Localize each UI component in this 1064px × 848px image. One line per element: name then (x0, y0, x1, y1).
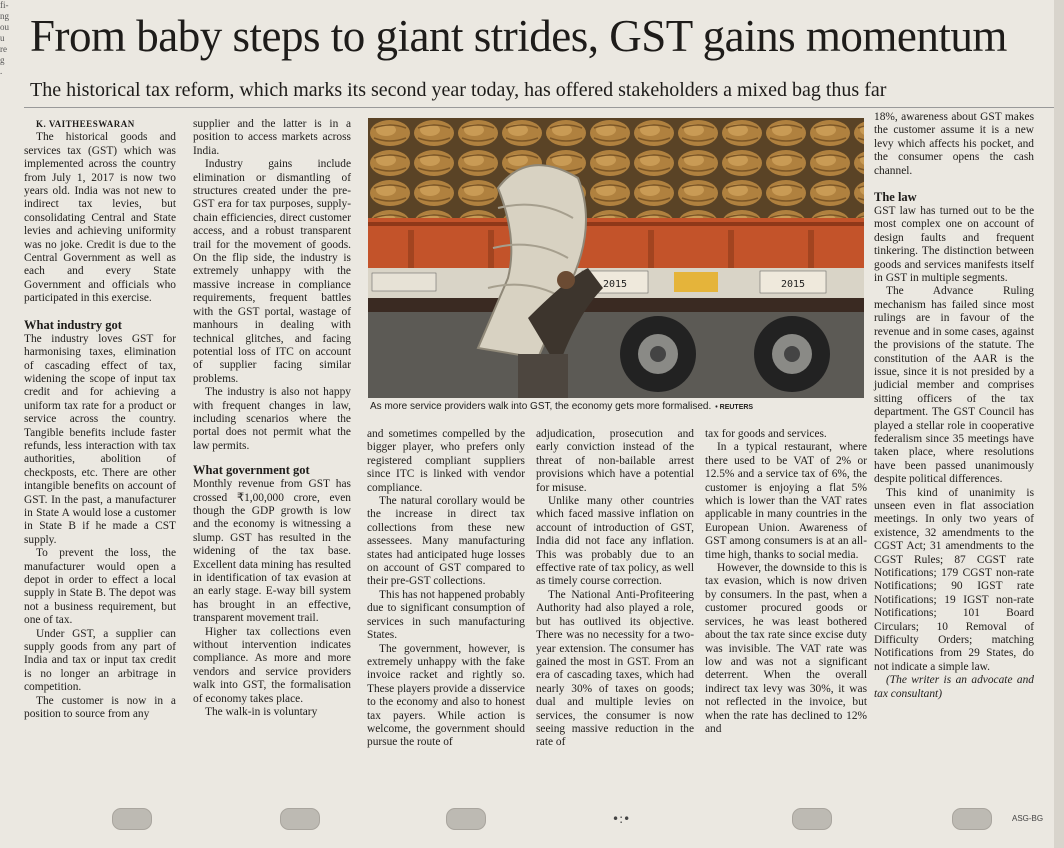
paragraph: The National Anti-Profiteering Authority had also played a role, but has outlived its objective. There was no necessity for a two-year extension. The consumer has gained the most in GST. From an era of cascading taxes, which had nearly 30% of taxes on goods; dual and multiple levies on services, the consumer is now seeing massive reduction in the rate of (536, 588, 694, 749)
paragraph: Unlike many other countries which faced massive inflation on account of introduction of GST, India did not face any inflation. This was probably due to an effective rate of tax policy, as well as timely course correction. (536, 495, 694, 588)
paragraph: tax for goods and services. (705, 428, 827, 440)
standfirst: The historical tax reform, which marks its second year today, has offered stakeholders a mixed bag thus far (30, 79, 887, 101)
paragraph: This kind of unanimity is unseen even in flat association meetings. In only two years of existence, 32 amendments to the CGST Act; 31 amendments to the CGST Rules; 87 CGST rate Notifications; 179 CGST non-rate Notifications; 90 IGST rate Notifications; 19 IGST non-rate Notifications; 101 Board Circulars; 10 Removal of Difficulty Orders; matching Notifications from 29 States, do not indicate a simple law. (874, 486, 1034, 673)
registration-mark: •:• (612, 812, 631, 826)
page-footer (0, 804, 1064, 838)
paragraph: and sometimes compelled by the bigger player, who prefers only registered compliant suppliers since ITC is linked with vendor compliance. (367, 428, 525, 494)
truck-loading-illustration (368, 118, 864, 398)
page-edge (1054, 0, 1064, 848)
truck-plate-left: 2015 (602, 279, 628, 290)
column-6 (874, 111, 1034, 701)
truck-plate-right: 2015 (780, 279, 806, 290)
paragraph: The Advance Ruling mechanism has failed since most rulings are in favour of the revenue and in some cases, against the provisions of the statute. The constitution of the AAR is the issue, since it is not presided by a judicial member and comprises sitting officers of the tax department. The GST Council has played a stellar role in cooperative federalism since 35 meetings have taken place, where resolutions have been passed unanimously despite political differences. (874, 285, 1034, 486)
paragraph: supplier and the latter is in a position to access markets across India. (193, 118, 351, 157)
paragraph: Under GST, a supplier can supply goods from any part of India and tax or input tax credit is no longer an arbitrage in competition. (24, 627, 176, 694)
binding-hole (792, 808, 832, 830)
paragraph: This has not happened probably due to significant consumption of services in such manufacturing States. (367, 588, 525, 642)
subheading-industry: What industry got (24, 317, 122, 332)
column-4 (536, 428, 694, 750)
byline: K. VAITHEESWARAN (36, 119, 135, 129)
paragraph: The historical goods and services tax (GST) which was implemented across the country from July 1, 2017 is now two years old. India was not new to indirect tax levies, but consolidating Central and State levies and achieving uniformity was no joke. Credit is due to the Central Government as well as each and every State Government and officials who participated in this exercise. (24, 131, 176, 305)
binding-hole (446, 808, 486, 830)
column-2 (193, 118, 351, 719)
paragraph: The government, however, is extremely unhappy with the fake invoice racket and rightly so. These players provide a disservice to the economy and also to honest tax payers. While action is welcome, the government should pursue the route of (367, 642, 525, 749)
photo-credit: • REUTERS (715, 404, 754, 411)
truck-photo (368, 118, 864, 398)
paragraph: To prevent the loss, the manufacturer would open a depot in order to effect a local supply in State B. The depot was not a business requirement, but one of tax. (24, 547, 176, 627)
binding-hole (112, 808, 152, 830)
paragraph: However, the downside to this is tax evasion, which is now driven by consumers. In the past, when a customer procured goods or services, he was least bothered about the tax rate since excise duty was invisible. The VAT rate was low and was not a significant deterrent. When the overall indirect tax levy was 30%, it was not reflected in the invoice, but when the rate has declined to 12% and (705, 562, 867, 735)
column-3 (367, 428, 525, 750)
author-note-text: (The writer is an advocate and tax consultant) (874, 674, 1034, 700)
paragraph: Monthly revenue from GST has crossed ₹1,00,000 crore, even though the GDP growth is low and the economy is witnessing a slump. GST has resulted in the widening of the tax base. Excellent data mining has resulted in identification of tax evasion at an early stage. E-way bill system has brought in an effective, transparent movement trail. (193, 478, 351, 625)
headline: From baby steps to giant strides, GST gains momentum (30, 11, 1007, 61)
paragraph: GST law has turned out to be the most complex one on account of design faults and frequent tinkering. The distinction between goods and services manifests itself in GST in multiple segments. (874, 205, 1034, 285)
paragraph: The industry is also not happy with frequent changes in law, including scenarios where the portal does not permit what the law permits. (193, 386, 351, 452)
subheading-law: The law (874, 190, 917, 205)
column-5 (705, 428, 867, 736)
caption-text: As more service providers walk into GST, the economy gets more formalised. (370, 401, 712, 412)
paragraph: The natural corollary would be the increase in direct tax collections from these new assessees. Many manufacturing states had anticipated huge losses on account of GST compared to their pre-GST collections. (367, 495, 525, 588)
paragraph: In a typical restaurant, where there used to be VAT of 2% or 12.5% and a service tax of 6%, the customer is enjoying a flat 5% which is lower than the VAT rates applicable in many countries in the European Union. Awareness of GST among consumers is at an all-time high, thanks to social media. (705, 441, 867, 561)
author-note (874, 674, 1034, 701)
paragraph: Industry gains include elimination or dismantling of structures created under the pre-GST era for tax purposes, supply-chain efficiencies, direct customer access, and a robust transparent trail for the movement of goods. On the flip side, the industry is extremely unhappy with the massive increase in compliance requirements, frequent battles with the GST portal, wastage of manhours in dealing with technical glitches, and facing potential loss of ITC on account of supplier facing similar problems. (193, 158, 351, 385)
binding-hole (952, 808, 992, 830)
paragraph: adjudication, prosecution and early conviction instead of the threat of non-bailable arrest provisions which have a potential for misuse. (536, 428, 694, 494)
column-1 (24, 118, 176, 721)
header-rule (24, 107, 1054, 108)
paragraph: The industry loves GST for harmonising taxes, elimination of cascading effect of tax, widening the scope of input tax credit and for achieving a uniform tax rate for a product or service across the country. Tangible benefits include faster refunds, less interaction with tax authorities, abolition of checkposts, etc. There are other intangible benefits on account of GST. In the past, a manufacturer in State A would lose a customer in State B if he made a CST supply. (24, 332, 176, 546)
binding-hole (280, 808, 320, 830)
paragraph: 18%, awareness about GST makes the customer assume it is a new levy which affects his pocket, and the consumer opens the cash channel. (874, 111, 1034, 177)
paragraph: The walk-in is voluntary (205, 706, 318, 719)
adjacent-column-fragment: fi- ng ou u re g . (0, 0, 9, 76)
subheading-government: What government got (193, 463, 310, 478)
paragraph: Higher tax collections even without intervention indicates compliance. As more and more vendors and service providers walk into GST, the formalisation of economy takes place. (193, 625, 351, 705)
paragraph: The customer is now in a position to source from any (24, 694, 176, 721)
page-marker: ASG-BG (1012, 814, 1044, 823)
photo-caption (370, 401, 870, 414)
